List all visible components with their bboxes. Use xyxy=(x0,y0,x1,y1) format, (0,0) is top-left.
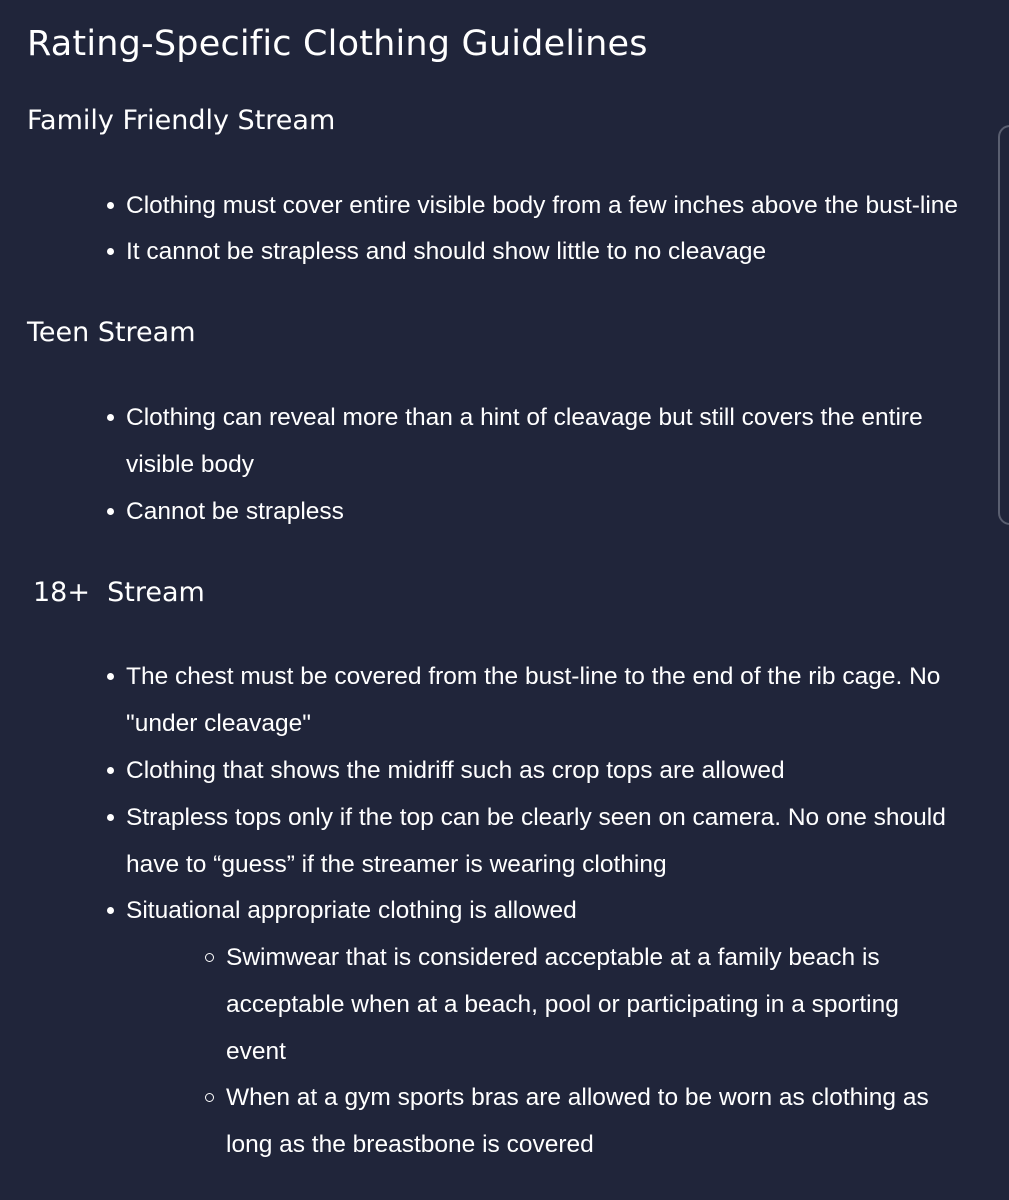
list-item: Cannot be strapless xyxy=(126,488,996,535)
list-item: Strapless tops only if the top can be clearly seen on camera. No one should have to “guess” if the streamer is wearing clothing xyxy=(126,794,996,888)
bullet-dot xyxy=(107,508,114,515)
bullet-dot xyxy=(107,767,114,774)
section-heading-family-friendly: Family Friendly Stream xyxy=(27,105,336,136)
section-heading-18-plus: 18+ Stream xyxy=(33,577,205,608)
bullet-dot xyxy=(107,907,114,914)
list-item: Clothing that shows the midriff such as crop tops are allowed xyxy=(126,747,996,794)
sub-list-item: When at a gym sports bras are allowed to be worn as clothing as long as the breastbone is covered xyxy=(226,1074,996,1168)
list-item: Situational appropriate clothing is allowed xyxy=(126,887,996,934)
bullet-dot xyxy=(107,202,114,209)
scrollbar-track[interactable] xyxy=(998,125,1009,525)
section-heading-teen: Teen Stream xyxy=(27,317,196,348)
bullet-dot xyxy=(107,673,114,680)
bullet-circle xyxy=(205,953,214,962)
list-item: The chest must be covered from the bust-line to the end of the rib cage. No "under cleavage" xyxy=(126,653,996,747)
bullet-circle xyxy=(205,1093,214,1102)
list-item: Clothing can reveal more than a hint of cleavage but still covers the entire visible body xyxy=(126,394,996,488)
list-item: It cannot be strapless and should show little to no cleavage xyxy=(126,228,996,275)
page-title: Rating-Specific Clothing Guidelines xyxy=(27,24,648,64)
list-item: Clothing must cover entire visible body from a few inches above the bust-line xyxy=(126,182,996,229)
bullet-dot xyxy=(107,814,114,821)
bullet-dot xyxy=(107,248,114,255)
bullet-dot xyxy=(107,414,114,421)
sub-list-item: Swimwear that is considered acceptable at a family beach is acceptable when at a beach, pool or participating in a sporting event xyxy=(226,934,996,1075)
